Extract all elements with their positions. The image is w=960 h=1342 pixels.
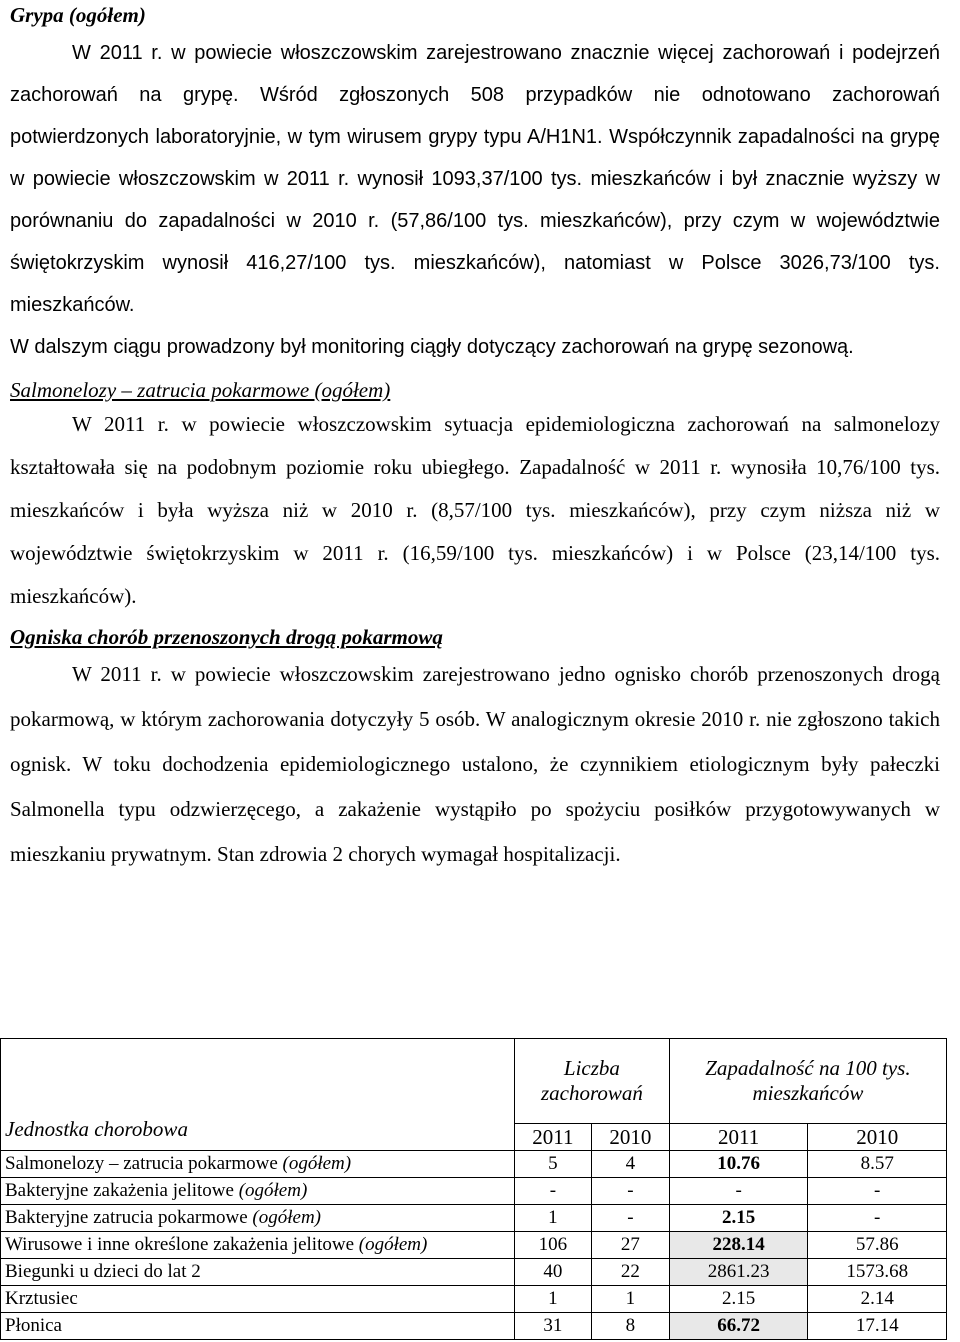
cell-i2010: 8.57 (808, 1151, 947, 1178)
header-cases: Liczba zachorowań (515, 1039, 670, 1124)
disease-name: Salmonelozy – zatrucia pokarmowe (5, 1153, 283, 1174)
disease-table-container (0, 1038, 956, 1340)
cell-i2011: 2.15 (669, 1286, 808, 1313)
cell-i2010: 57.86 (808, 1232, 947, 1259)
cell-i2011: 66.72 (669, 1313, 808, 1340)
cell-i2011: 2.15 (669, 1205, 808, 1232)
cell-c2011: 5 (515, 1151, 592, 1178)
disease-name: Płonica (5, 1315, 62, 1336)
paragraph-ogniska: W 2011 r. w powiecie włoszczowskim zarejestrowano jedno ognisko chorób przenoszonych drogą pokarmową, w którym zachorowania dotyczyły 5 osób. W analogicznym okresie 2010 r. nie zgłoszono takich ognisk. W toku dochodzenia epidemiologicznego ustalono, że czynnikiem etiologicznym były pałeczki Salmonella typu odzwierzęcego, a zakażenie wystąpiło po spożyciu posiłków przygotowywanych w mieszkaniu prywatnym. Stan zdrowia 2 chorych wymagał hospitalizacji. (10, 662, 940, 866)
cell-i2011: 2861.23 (669, 1259, 808, 1286)
header-disease-unit: Jednostka chorobowa (1, 1039, 515, 1151)
disease-name: Biegunki u dzieci do lat 2 (5, 1261, 201, 1282)
table-row (1, 1232, 947, 1259)
disease-table (0, 1038, 947, 1340)
cell-i2010: - (808, 1178, 947, 1205)
cell-c2011: 31 (515, 1313, 592, 1340)
cell-disease-name (1, 1205, 515, 1232)
disease-name: Bakteryjne zatrucia pokarmowe (5, 1207, 253, 1228)
header-incidence: Zapadalność na 100 tys. mieszkańców (669, 1039, 946, 1124)
cell-c2010: - (591, 1178, 669, 1205)
table-row (1, 1259, 947, 1286)
cell-disease-name (1, 1232, 515, 1259)
header-year: 2010 (808, 1124, 947, 1151)
cell-i2011: 228.14 (669, 1232, 808, 1259)
cell-i2010: 17.14 (808, 1313, 947, 1340)
paragraph-salmonelozy: W 2011 r. w powiecie włoszczowskim sytuacja epidemiologiczna zachorowań na salmonelozy kształtowała się na podobnym poziomie roku ubiegłego. Zapadalność w 2011 r. wynosiła 10,76/100 tys. mieszkańców i była wyższa niż w 2010 r. (8,57/100 tys. mieszkańców), przy czym niższa niż w województwie świętokrzyskim w 2011 r. (16,59/100 tys. mieszkańców) i w Polsce (23,14/100 tys. mieszkańców). (10, 412, 940, 608)
cell-c2011: 1 (515, 1205, 592, 1232)
cell-i2010: 1573.68 (808, 1259, 947, 1286)
cell-disease-name (1, 1286, 515, 1313)
cell-i2010: - (808, 1205, 947, 1232)
table-row (1, 1286, 947, 1313)
disease-name: Wirusowe i inne określone zakażenia jelitowe (5, 1234, 359, 1255)
table-row (1, 1313, 947, 1340)
cell-c2010: 1 (591, 1286, 669, 1313)
table-row (1, 1178, 947, 1205)
header-year: 2010 (591, 1124, 669, 1151)
cell-c2010: 22 (591, 1259, 669, 1286)
header-year: 2011 (515, 1124, 592, 1151)
cell-c2011: 1 (515, 1286, 592, 1313)
document-page (10, 0, 940, 877)
cell-disease-name (1, 1313, 515, 1340)
header-year: 2011 (669, 1124, 808, 1151)
table-row (1, 1151, 947, 1178)
cell-c2010: 8 (591, 1313, 669, 1340)
cell-c2010: 27 (591, 1232, 669, 1259)
section-heading-ogniska: Ogniska chorób przenoszonych drogą pokarmową (10, 625, 443, 649)
cell-c2010: 4 (591, 1151, 669, 1178)
cell-disease-name (1, 1178, 515, 1205)
disease-suffix: (ogółem) (358, 1234, 428, 1255)
cell-i2010: 2.14 (808, 1286, 947, 1313)
cell-c2011: 106 (515, 1232, 592, 1259)
paragraph-grypa-monitoring: W dalszym ciągu prowadzony był monitoring ciągły dotyczący zachorowań na grypę sezonową. (10, 336, 854, 358)
cell-i2011: 10.76 (669, 1151, 808, 1178)
disease-name: Bakteryjne zakażenia jelitowe (5, 1180, 239, 1201)
paragraph-grypa-main: W 2011 r. w powiecie włoszczowskim zarejestrowano znacznie więcej zachorowań i podejrzeń zachorowań na grypę. Wśród zgłoszonych 508 przypadków nie odnotowano zachorowań potwierdzonych laboratoryjnie, w tym wirusem grypy typu A/H1N1. Współczynnik zapadalności na grypę w powiecie włoszczowskim w 2011 r. wynosił 1093,37/100 tys. mieszkańców i był znacznie wyższy w porównaniu do zapadalności w 2010 r. (57,86/100 tys. mieszkańców), przy czym w województwie świętokrzyskim wynosił 416,27/100 tys. mieszkańców), natomiast w Polsce 3026,73/100 tys. mieszkańców. (10, 42, 940, 316)
disease-suffix: (ogółem) (282, 1153, 352, 1174)
disease-suffix: (ogółem) (238, 1180, 308, 1201)
table-row (1, 1205, 947, 1232)
section-heading-salmonelozy: Salmonelozy – zatrucia pokarmowe (ogółem) (10, 378, 391, 402)
cell-c2010: - (591, 1205, 669, 1232)
disease-suffix: (ogółem) (252, 1207, 322, 1228)
disease-name: Krztusiec (5, 1288, 78, 1309)
section-heading-grypa: Grypa (ogółem) (10, 3, 146, 27)
cell-disease-name (1, 1151, 515, 1178)
cell-disease-name (1, 1259, 515, 1286)
table-header-row (1, 1039, 947, 1124)
cell-i2011: - (669, 1178, 808, 1205)
cell-c2011: 40 (515, 1259, 592, 1286)
cell-c2011: - (515, 1178, 592, 1205)
